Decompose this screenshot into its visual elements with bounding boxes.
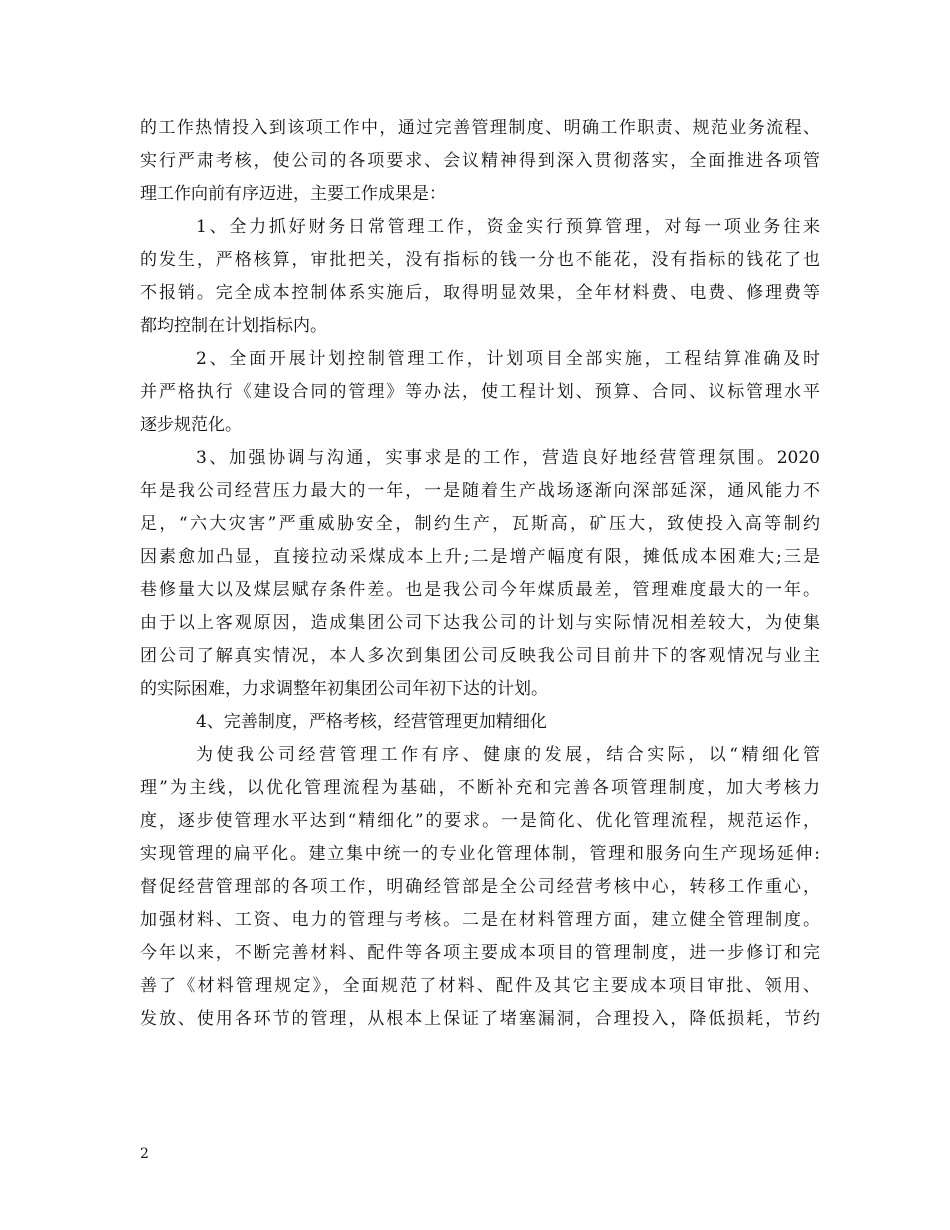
text-line: 为使我公司经营管理工作有序、健康的发展，结合实际，以“精细化管 — [196, 745, 820, 765]
text-line: 足，“六大灾害”严重威胁安全，制约生产，瓦斯高，矿压大，致使投入高等制约 — [140, 514, 820, 534]
text-line: 加强材料、工资、电力的管理与考核。二是在材料管理方面，建立健全管理制度。 — [140, 910, 820, 930]
text-line: 由于以上客观原因，造成集团公司下达我公司的计划与实际情况相差较大，为使集 — [140, 613, 820, 633]
text-line: 逐步规范化。 — [140, 415, 242, 435]
text-line: 3、加强协调与沟通，实事求是的工作，营造良好地经营管理氛围。2020 — [196, 448, 820, 468]
text-line: 因素愈加凸显，直接拉动采煤成本上升;二是增产幅度有限，摊低成本困难大;三是 — [140, 547, 820, 567]
text-line: 发放、使用各环节的管理，从根本上保证了堵塞漏洞，合理投入，降低损耗，节约 — [140, 1009, 820, 1029]
text-line: 度，逐步使管理水平达到“精细化”的要求。一是简化、优化管理流程，规范运作， — [140, 811, 820, 831]
text-line: 理工作向前有序迈进，主要工作成果是： — [140, 184, 446, 204]
text-line: 并严格执行《建设合同的管理》等办法，使工程计划、预算、合同、议标管理水平 — [140, 382, 820, 402]
text-line: 的工作热情投入到该项工作中，通过完善管理制度、明确工作职责、规范业务流程、 — [140, 118, 820, 138]
text-line: 1、全力抓好财务日常管理工作，资金实行预算管理，对每一项业务往来 — [196, 217, 820, 237]
text-line: 的发生，严格核算，审批把关，没有指标的钱一分也不能花，没有指标的钱花了也 — [140, 250, 820, 270]
text-line: 理”为主线，以优化管理流程为基础，不断补充和完善各项管理制度，加大考核力 — [140, 778, 820, 798]
text-line: 实现管理的扁平化。建立集中统一的专业化管理体制，管理和服务向生产现场延伸: — [140, 844, 820, 864]
text-line: 不报销。完全成本控制体系实施后，取得明显效果，全年材料费、电费、修理费等 — [140, 283, 820, 303]
body-text — [140, 112, 820, 1036]
text-line: 都均控制在计划指标内。 — [140, 316, 327, 336]
text-line: 2、全面开展计划控制管理工作，计划项目全部实施，工程结算准确及时 — [196, 349, 820, 369]
text-line: 督促经营管理部的各项工作，明确经管部是全公司经营考核中心，转移工作重心， — [140, 877, 820, 897]
text-line: 今年以来，不断完善材料、配件等各项主要成本项目的管理制度，进一步修订和完 — [140, 943, 820, 963]
text-line: 实行严肃考核，使公司的各项要求、会议精神得到深入贯彻落实，全面推进各项管 — [140, 151, 820, 171]
text-line: 善了《材料管理规定》，全面规范了材料、配件及其它主要成本项目审批、领用、 — [140, 976, 820, 996]
text-line: 的实际困难，力求调整年初集团公司年初下达的计划。 — [140, 679, 548, 699]
page-number: 2 — [140, 1146, 149, 1162]
text-line: 4、完善制度，严格考核，经营管理更加精细化 — [196, 712, 547, 732]
text-line: 年是我公司经营压力最大的一年，一是随着生产战场逐渐向深部延深，通风能力不 — [140, 481, 820, 501]
text-line: 巷修量大以及煤层赋存条件差。也是我公司今年煤质最差，管理难度最大的一年。 — [140, 580, 820, 600]
text-line: 团公司了解真实情况，本人多次到集团公司反映我公司目前井下的客观情况与业主 — [140, 646, 820, 666]
